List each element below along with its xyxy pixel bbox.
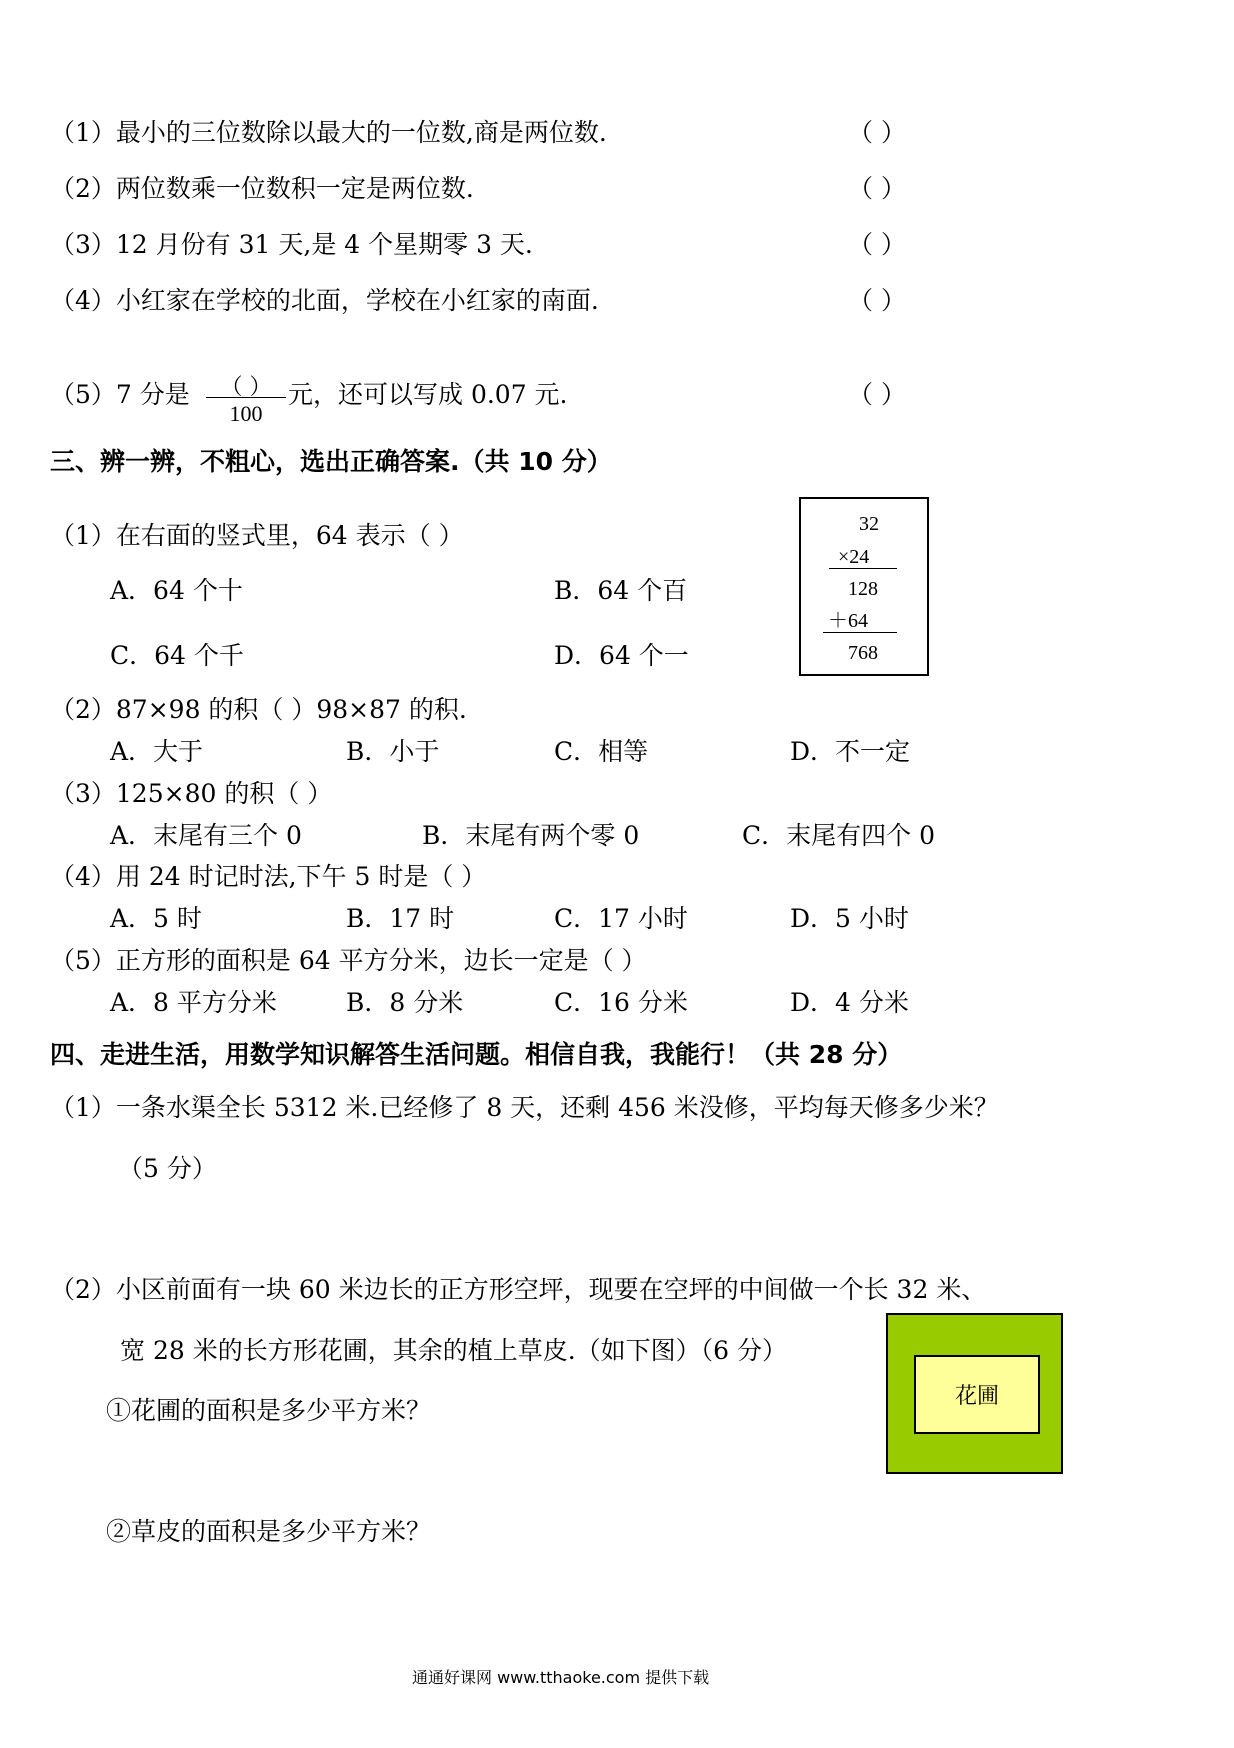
q3-3-stem: （3）125×80 的积（ ） [50,779,333,808]
lawn-square-figure [886,1313,1063,1474]
q3-5-option-b[interactable]: B．8 分米 [346,988,464,1017]
judgement-item-2: （2）两位数乘一位数积一定是两位数. [50,174,474,203]
judgement-answer-4[interactable]: （ ） [848,286,906,315]
q4-2-sub-1: ①花圃的面积是多少平方米？ [106,1396,432,1425]
vertical-line-5: 768 [848,642,878,664]
q3-4-option-a[interactable]: A．5 时 [110,904,202,933]
q3-5-option-c[interactable]: C．16 分米 [554,988,688,1017]
q3-1-option-c[interactable]: C．64 个千 [110,641,244,670]
judgement-item-4: （4）小红家在学校的北面，学校在小红家的南面. [50,286,599,315]
q3-3-option-b[interactable]: B．末尾有两个零 0 [422,821,640,850]
q3-2-option-d[interactable]: D．不一定 [790,737,911,766]
judgement-answer-3[interactable]: （ ） [848,230,906,259]
fraction-denominator: 100 [229,401,263,426]
garden-rectangle [914,1355,1040,1434]
judgement-answer-1[interactable]: （ ） [848,118,906,147]
vertical-line-2: ×24 [838,546,870,568]
judgement-item-1: （1）最小的三位数除以最大的一位数,商是两位数. [50,118,607,147]
judgement-item-5-prefix: （5）7 分是 [50,380,190,409]
q3-2-option-b[interactable]: B．小于 [346,737,440,766]
q4-2-line-2: 宽 28 米的长方形花圃，其余的植上草皮.（如下图）（6 分） [120,1336,788,1365]
section3-heading: 三、辨一辨，不粗心，选出正确答案.（共 10 分） [50,447,612,476]
footer-source: 通通好课网 www.tthaoke.com 提供下载 [412,1668,710,1687]
q3-2-option-c[interactable]: C．相等 [554,737,649,766]
q3-3-option-a[interactable]: A．末尾有三个 0 [110,821,302,850]
judgement-answer-2[interactable]: （ ） [848,174,906,203]
q4-2-sub-2: ②草皮的面积是多少平方米？ [106,1517,432,1546]
q3-2-stem: （2）87×98 的积（ ）98×87 的积. [50,695,467,724]
q3-5-stem: （5）正方形的面积是 64 平方分米，边长一定是（ ） [50,946,647,975]
q3-5-option-a[interactable]: A．8 平方分米 [110,988,277,1017]
q3-1-option-b[interactable]: B．64 个百 [554,576,688,605]
q3-2-option-a[interactable]: A．大于 [110,737,204,766]
q3-5-option-d[interactable]: D．4 分米 [790,988,909,1017]
q4-1-points: （5 分） [118,1154,217,1183]
q3-4-option-d[interactable]: D．5 小时 [790,904,909,933]
q3-4-stem: （4）用 24 时记时法,下午 5 时是（ ） [50,862,487,891]
judgement-answer-5[interactable]: （ ） [848,380,906,409]
fraction-bar [206,397,286,398]
q3-1-option-a[interactable]: A．64 个十 [110,576,243,605]
fraction-numerator[interactable]: （ ） [220,375,272,400]
vertical-multiplication-box [799,497,929,676]
q3-1-option-d[interactable]: D．64 个一 [554,641,689,670]
judgement-item-5-suffix: 元，还可以写成 0.07 元. [288,380,568,409]
vertical-rule-2 [823,632,897,633]
q4-1-text: （1）一条水渠全长 5312 米.已经修了 8 天，还剩 456 米没修，平均每天修多少米？ [50,1093,999,1122]
vertical-line-4: ＋64 [828,610,868,632]
vertical-line-3: 128 [848,578,878,600]
q3-1-stem: （1）在右面的竖式里，64 表示（ ） [50,521,464,550]
vertical-line-1: 32 [859,513,879,535]
garden-label: 花圃 [954,1384,999,1409]
section4-heading: 四、走进生活，用数学知识解答生活问题。相信自我，我能行！（共 28 分） [50,1040,903,1069]
q4-2-line-1: （2）小区前面有一块 60 米边长的正方形空坪，现要在空坪的中间做一个长 32 米、 [50,1275,987,1304]
vertical-rule-1 [829,568,897,569]
judgement-item-3: （3）12 月份有 31 天,是 4 个星期零 3 天. [50,230,533,259]
q3-3-option-c[interactable]: C．末尾有四个 0 [742,821,935,850]
q3-4-option-c[interactable]: C．17 小时 [554,904,688,933]
q3-4-option-b[interactable]: B．17 时 [346,904,455,933]
